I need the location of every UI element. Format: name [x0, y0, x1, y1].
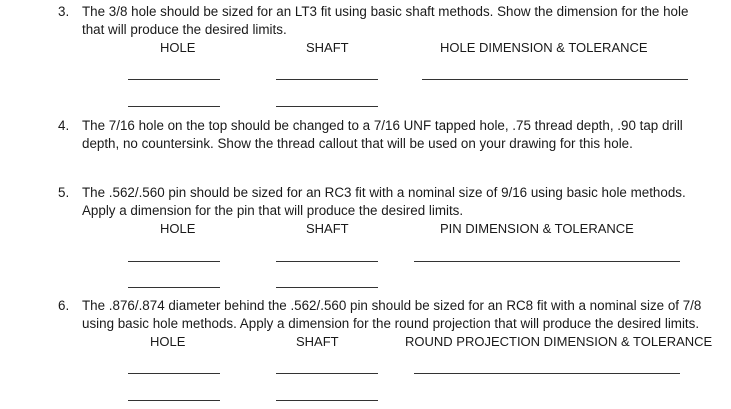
hole-header: HOLE [160, 40, 196, 55]
shaft-answer-blank[interactable] [276, 287, 378, 288]
question-text-line: depth, no countersink. Show the thread callout that will be used on your drawing for this hole. [82, 136, 633, 151]
question-text-line: Apply a dimension for the pin that will produce the desired limits. [82, 203, 464, 218]
question-text-line: The 3/8 hole should be sized for an LT3 fit using basic shaft methods. Show the dimension for the hole [82, 4, 689, 19]
shaft-answer-blank[interactable] [276, 106, 378, 107]
shaft-answer-blank[interactable] [276, 400, 378, 401]
hole-header: HOLE [160, 221, 196, 236]
shaft-answer-blank[interactable] [276, 79, 378, 80]
question-text-line: The .562/.560 pin should be sized for an RC3 fit with a nominal size of 9/16 using basic hole methods. [82, 185, 686, 200]
question-number: 6. [58, 298, 70, 313]
hole-header: HOLE [150, 334, 186, 349]
dimension-header: ROUND PROJECTION DIMENSION & TOLERANCE [405, 334, 713, 349]
dimension-answer-blank[interactable] [422, 79, 688, 80]
dimension-header: HOLE DIMENSION & TOLERANCE [440, 40, 648, 55]
hole-answer-blank[interactable] [128, 287, 220, 288]
dimension-header: PIN DIMENSION & TOLERANCE [440, 221, 634, 236]
hole-answer-blank[interactable] [128, 79, 220, 80]
question-text-line: The .876/.874 diameter behind the .562/.560 pin should be sized for an RC8 fit with a nominal size of 7/8 [82, 298, 702, 313]
question-number: 5. [58, 185, 70, 200]
hole-answer-blank[interactable] [128, 106, 220, 107]
dimension-answer-blank[interactable] [414, 373, 680, 374]
shaft-answer-blank[interactable] [276, 261, 378, 262]
question-text-line: using basic hole methods. Apply a dimension for the round projection that will produce the desired limits. [82, 316, 700, 331]
question-number: 4. [58, 118, 70, 133]
question-number: 3. [58, 4, 70, 19]
shaft-header: SHAFT [306, 40, 349, 55]
hole-answer-blank[interactable] [128, 373, 220, 374]
shaft-answer-blank[interactable] [276, 373, 378, 374]
hole-answer-blank[interactable] [128, 400, 220, 401]
shaft-header: SHAFT [306, 221, 349, 236]
hole-answer-blank[interactable] [128, 261, 220, 262]
dimension-answer-blank[interactable] [414, 261, 680, 262]
shaft-header: SHAFT [296, 334, 339, 349]
question-text-line: The 7/16 hole on the top should be changed to a 7/16 UNF tapped hole, .75 thread depth, .90 tap drill [82, 118, 683, 133]
question-text-line: that will produce the desired limits. [82, 22, 287, 37]
